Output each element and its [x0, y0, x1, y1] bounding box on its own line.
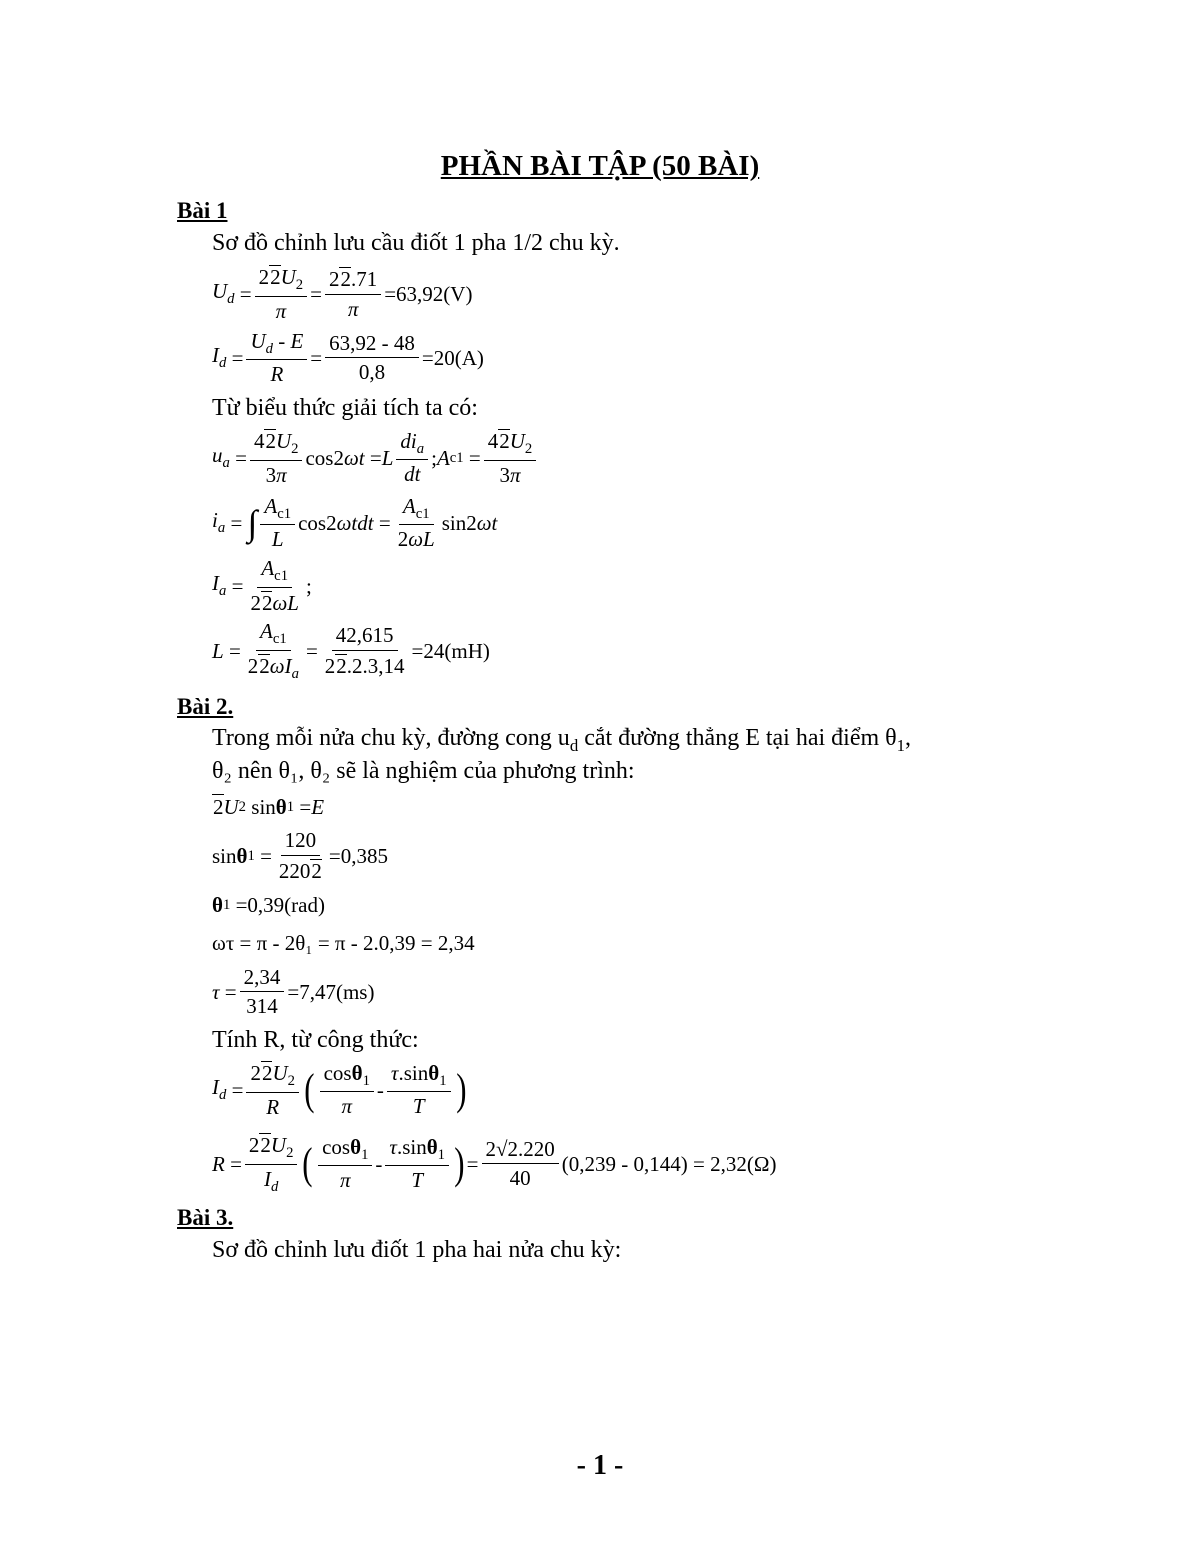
l-result: =24(mH) — [411, 638, 490, 663]
eq-L: L = $\frac{A_{c1}}{22\omega I_a}$ = $\frac{42,615}{22.2.3,14}$ =24(mH) — [212, 619, 490, 682]
bai2-heading: Bài 2. — [177, 694, 234, 719]
bai1-intro: Sơ đồ chỉnh lưu cầu điốt 1 pha 1/2 chu kỳ. — [212, 230, 620, 256]
eq-R: R = $\frac{22U_2}{I_d}$ ( $\frac{\cos\theta_1}{\pi}$ - $\frac{\tau.\sin\theta_1}{T}$ ) = $\frac{2√2.220}{40}$ (0,239 - 0,144) = 2,32(Ω) — [212, 1133, 777, 1195]
bai2-text-line2: θ₂ nên θ₁, θ₂ sẽ là nghiệm của phương trình: — [212, 758, 635, 784]
bai3-heading: Bài 3. — [177, 1205, 234, 1230]
page-title: PHẦN BÀI TẬP (50 BÀI) — [440, 150, 760, 182]
id-num: 63,92 - 48 — [325, 332, 419, 358]
bai3-intro: Sơ đồ chỉnh lưu điốt 1 pha hai nửa chu kỳ: — [212, 1237, 622, 1263]
eq-Ia: $I_a$ = $\frac{A_{c1}}{22\omega L}$ ; — [212, 556, 312, 615]
id-den: 0,8 — [358, 360, 386, 384]
bai1-analytic: Từ biểu thức giải tích ta có: — [212, 395, 478, 421]
tau-result: =7,47(ms) — [287, 979, 375, 1004]
ud-result: =63,92(V) — [384, 281, 473, 306]
eq-Id: $I_d$ = $\frac{22U_2}{R}$ ( $\frac{\cos\theta_1}{\pi}$ - $\frac{\tau.\sin\theta_1}{T}$ ) — [212, 1060, 466, 1119]
page-number: - 1 - — [576, 1450, 624, 1481]
eq-ud: $U_d$ = $\frac{22U_2}{\pi}$ = $\frac{22.71}{\pi}$ =63,92(V) — [212, 265, 473, 323]
eq-omega-tau: ωτ = π - 2θ₁ = π - 2.0,39 = 2,34 — [212, 930, 475, 955]
eq-tau: τ = $\frac{2,34}{314}$ =7,47(ms) — [212, 964, 375, 1018]
bai2-text-line1: Trong mỗi nửa chu kỳ, đường cong $u_d$ cắt đường thẳng E tại hai điểm $\theta_1$, — [212, 725, 912, 755]
r-result: (0,239 - 0,144) = 2,32(Ω) — [561, 1151, 777, 1176]
eq-theta: θ 1 =0,39(rad) — [212, 892, 325, 917]
l-num: 42,615 — [332, 624, 398, 650]
eq-sin-theta: sin θ 1 = $\frac{120}{2202}$ =0,385 — [212, 828, 389, 883]
eq-sqrt-sin: 2 U 2 sin θ 1 = E — [213, 794, 325, 819]
id-result: =20(A) — [421, 345, 484, 370]
eq-id: $I_d$ = $\frac{U_d - E}{R}$ = $\frac{63,92 - 48}{0,8}$ =20(A) — [212, 328, 484, 387]
bai2-tinh-r: Tính R, từ công thức: — [212, 1027, 419, 1053]
bai1-heading: Bài 1 — [177, 198, 228, 223]
eq-ua: $u_a$ = $\frac{42U_2}{3\pi}$ cos2 ωt = L $\frac{di_a}{dt}$ ; A c1 = $\frac{42U_2}{3\pi}$ — [212, 430, 539, 486]
eq-ia: $i_a$ = ∫ $\frac{A_{c1}}{L}$ cos2 ωtdt = $\frac{A_{c1}}{2\omega L}$ sin2 ωt — [212, 493, 498, 552]
sin-result: =0,385 — [328, 843, 389, 868]
